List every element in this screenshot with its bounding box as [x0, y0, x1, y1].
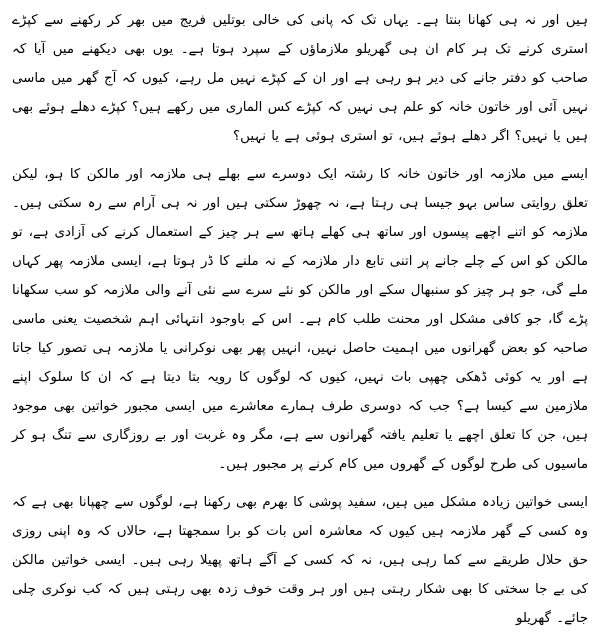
paragraph-1: ہیں اور نہ ہی کھانا بنتا ہے۔ یہاں تک کہ پانی کی خالی بوتلیں فریج میں بھر کر رکھنے سے کپڑے استری کرنے تک ہر کام ان ہی گھریلو ملازماؤں کے سپرد ہوتا ہے۔ یوں بھی دیکھنے میں آیا کہ صاحب کو دفتر جانے کی دیر ہو رہی ہے اور ان کے کپڑے نہیں مل رہے، کیوں کہ آج گھر میں ماسی نہیں آئی اور خاتون خانہ کو علم ہی نہیں کہ کپڑے کس الماری میں رکھے ہیں؟ کپڑے دھلے ہوئے بھی ہیں یا نہیں؟ اگر دھلے ہوئے ہیں، تو استری ہوئی ہے یا نہیں؟: [12, 13, 588, 144]
paragraph-2: ایسے میں ملازمہ اور خاتون خانہ کا رشتہ ایک دوسرے سے بھلے ہی ملازمہ اور مالکن کا ہو، لیکن تعلق روایتی ساس بہو جیسا ہی رہتا ہے، نہ چھوڑ سکتی ہیں اور نہ ہی آرام سے رہ سکتی ہیں۔ ملازمہ کو اتنے اچھے پیسوں اور ساتھ ہی کھلے ہاتھ سے ہر چیز کے استعمال کرنے کی آزادی ہے، تو مالکن کو اس کے چلے جانے پر اتنی تابع دار ملازمہ کے نہ ملنے کا ڈر ہوتا ہے، ایسی ملازمہ پھر کہاں ملے گی، جو ہر چیز کو سنبھال سکے اور مالکن کو نئے سرے سے نئی آنے والی ملازمہ کو سب سکھانا پڑے گا، جو کافی مشکل اور محنت طلب کام ہے۔ اس کے باوجود انتہائی اہم شخصیت یعنی ماسی صاحبہ کو بعض گھرانوں میں اہمیت حاصل نہیں، انہیں پھر بھی نوکرانی یا ملازمہ ہی تصور کیا جاتا ہے اور یہ کوئی ڈھکی چھپی بات نہیں، کیوں کہ لوگوں کا رویہ بتا دیتا ہے کہ ان کا سلوک اپنے ملازمین سے کیسا ہے؟ جب کہ دوسری طرف ہمارے معاشرے میں ایسی مجبور خواتین بھی موجود ہیں، جن کا تعلق اچھے یا تعلیم یافتہ گھرانوں سے ہے، مگر وہ غربت اور بے روزگاری سے تنگ ہو کر ماسیوں کی طرح لوگوں کے گھروں میں کام کرنے پر مجبور ہیں۔: [12, 167, 588, 472]
paragraph-3: ایسی خواتین زیادہ مشکل میں ہیں، سفید پوشی کا بھرم بھی رکھنا ہے، لوگوں سے چھپانا بھی ہے کہ وہ کسی کے گھر ملازمہ ہیں کیوں کہ معاشرہ اس بات کو برا سمجھتا ہے، حالاں کہ وہ اپنی روزی حق حلال طریقے سے کما رہی ہیں، نہ کہ کسی کے آگے ہاتھ پھیلا رہی ہیں۔ ایسی خواتین مالکن کی بے جا سختی کا بھی شکار رہتی ہیں اور ہر وقت خوف زدہ بھی رہتی ہیں کہ کب نوکری چلی جائے۔ گھریلو: [12, 495, 588, 626]
